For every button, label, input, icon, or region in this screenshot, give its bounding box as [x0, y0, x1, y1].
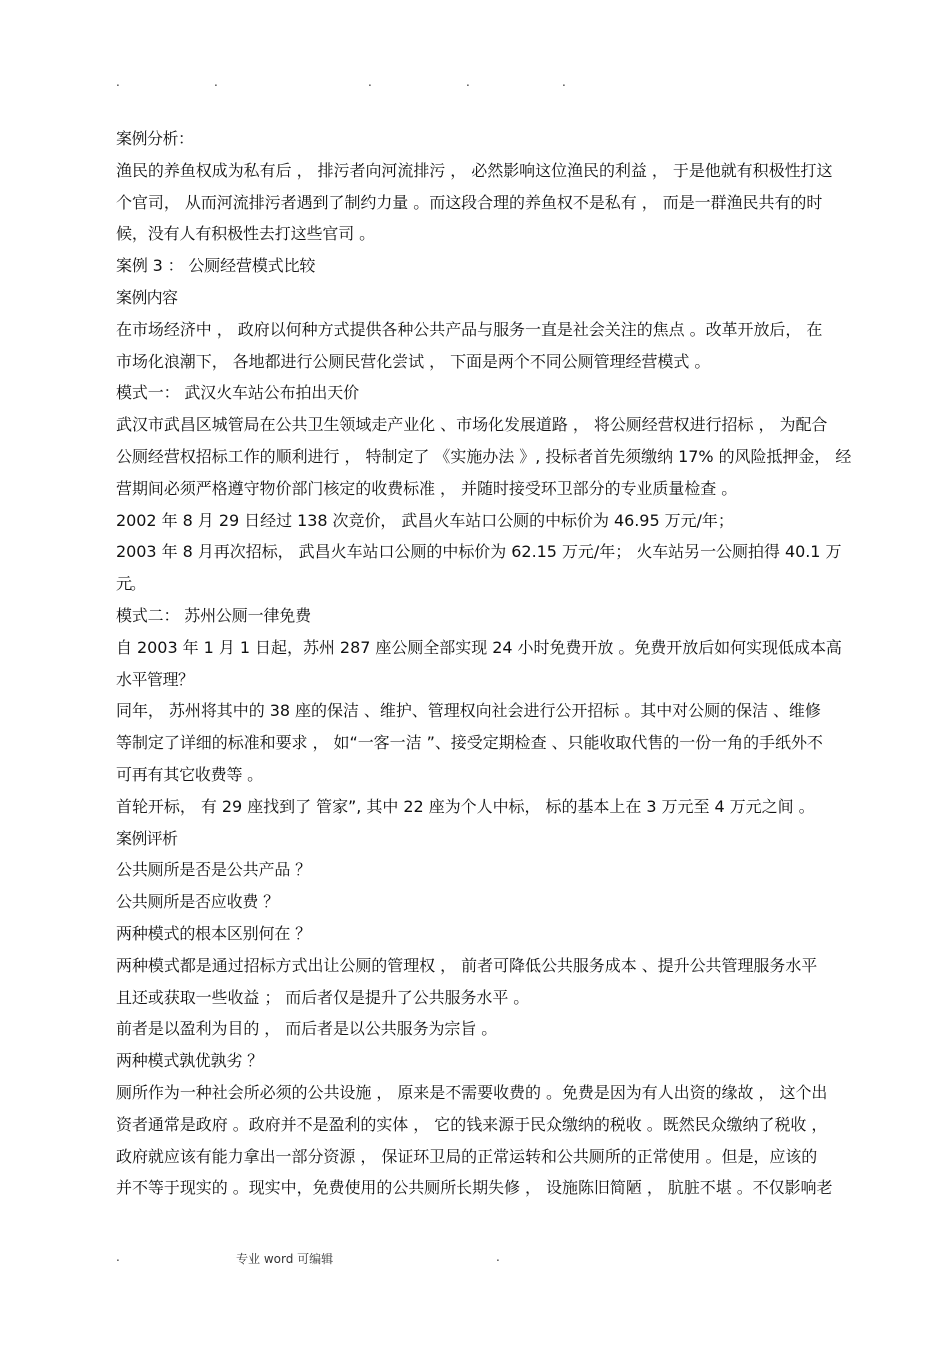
section-heading: 案例评析: [116, 828, 178, 848]
paragraph-line: 首轮开标， 有 29 座找到了 管家”, 其中 22 座为个人中标， 标的基本上在 3 万元至 4 万元之间 。: [116, 796, 815, 816]
footer-dot: .: [496, 1250, 500, 1264]
section-heading: 模式二： 苏州公厕一律免费: [116, 605, 311, 625]
paragraph-line: 两种模式都是通过招标方式出让公厕的管理权 ， 前者可降低公共服务成本 、提升公共管理服务水平: [116, 955, 818, 975]
section-heading: 模式一： 武汉火车站公布拍出天价: [116, 383, 359, 403]
paragraph-line: 可再有其它收费等 。: [116, 764, 263, 784]
paragraph-line: 等制定了详细的标准和要求 ， 如“一客一洁 ”、接受定期检查 、只能收取代售的一份一角的手纸外不: [116, 733, 823, 753]
header-dot: .: [368, 75, 372, 89]
paragraph-line: 元。: [116, 574, 145, 594]
header-dot: .: [466, 75, 470, 89]
paragraph-line: 营期间必须严格遵守物价部门核定的收费标准 ， 并随时接受环卫部分的专业质量检查 。: [116, 478, 738, 498]
paragraph-line: 候，没有人有积极性去打这些官司 。: [116, 224, 375, 244]
paragraph-line: 自 2003 年 1 月 1 日起，苏州 287 座公厕全部实现 24 小时免费开放 。免费开放后如何实现低成本高: [116, 637, 842, 657]
paragraph-line: 市场化浪潮下， 各地都进行公厕民营化尝试 ， 下面是两个不同公厕管理经营模式 。: [116, 351, 711, 371]
paragraph-line: 2002 年 8 月 29 日经过 138 次竞价， 武昌火车站口公厕的中标价为 46.95 万元/年；: [116, 510, 734, 530]
paragraph-line: 个官司， 从而河流排污者遇到了制约力量 。而这段合理的养鱼权不是私有 ， 而是一群渔民共有的时: [116, 192, 823, 212]
header-dot: .: [562, 75, 566, 89]
header-dot: .: [116, 75, 120, 89]
paragraph-line: 资者通常是政府 。政府并不是盈利的实体 ， 它的钱来源于民众缴纳的税收 。既然民众缴纳了税收 ，: [116, 1114, 828, 1134]
question-line: 两种模式的根本区别何在 ？: [116, 923, 311, 943]
question-line: 公共厕所是否应收费 ？: [116, 892, 279, 912]
paragraph-line: 公厕经营权招标工作的顺利进行 ， 特制定了 《实施办法 》, 投标者首先须缴纳 17% 的风险抵押金， 经: [116, 446, 852, 466]
question-line: 公共厕所是否是公共产品 ？: [116, 860, 311, 880]
paragraph-line: 水平管理？: [116, 669, 194, 689]
paragraph-line: 武汉市武昌区城管局在公共卫生领域走产业化 、市场化发展道路 ， 将公厕经营权进行招标 ， 为配合: [116, 415, 828, 435]
paragraph-line: 同年， 苏州将其中的 38 座的保洁 、维护、管理权向社会进行公开招标 。其中对公厕的保洁 、维修: [116, 701, 821, 721]
section-heading: 案例内容: [116, 287, 178, 307]
paragraph-line: 渔民的养鱼权成为私有后 ， 排污者向河流排污 ， 必然影响这位渔民的利益 ， 于是他就有积极性打这: [116, 160, 833, 180]
header-dot: .: [214, 75, 218, 89]
paragraph-line: 并不等于现实的 。现实中，免费使用的公共厕所长期失修 ， 设施陈旧简陋 ， 肮脏不堪 。不仅影响老: [116, 1178, 833, 1198]
paragraph-line: 且还或获取一些收益 ； 而后者仅是提升了公共服务水平 。: [116, 987, 530, 1007]
section-heading: 案例 3 ： 公厕经营模式比较: [116, 256, 316, 276]
question-line: 两种模式孰优孰劣 ？: [116, 1051, 263, 1071]
paragraph-line: 厕所作为一种社会所必须的公共设施 ， 原来是不需要收费的 。免费是因为有人出资的缘故 ， 这个出: [116, 1082, 828, 1102]
footer-dot: .: [116, 1250, 120, 1264]
paragraph-line: 在市场经济中 ， 政府以何种方式提供各种公共产品与服务一直是社会关注的焦点 。改革开放后， 在: [116, 319, 823, 339]
paragraph-line: 2003 年 8 月再次招标， 武昌火车站口公厕的中标价为 62.15 万元/年； 火车站另一公厕拍得 40.1 万: [116, 542, 842, 562]
paragraph-line: 政府就应该有能力拿出一部分资源 ， 保证环卫局的正常运转和公共厕所的正常使用 。但是，应该的: [116, 1146, 818, 1166]
document-body: [116, 123, 948, 1204]
paragraph-line: 前者是以盈利为目的 ， 而后者是以公共服务为宗旨 。: [116, 1019, 498, 1039]
section-heading: 案例分析：: [116, 129, 194, 148]
footer-label: 专业 word 可编辑: [236, 1252, 334, 1266]
